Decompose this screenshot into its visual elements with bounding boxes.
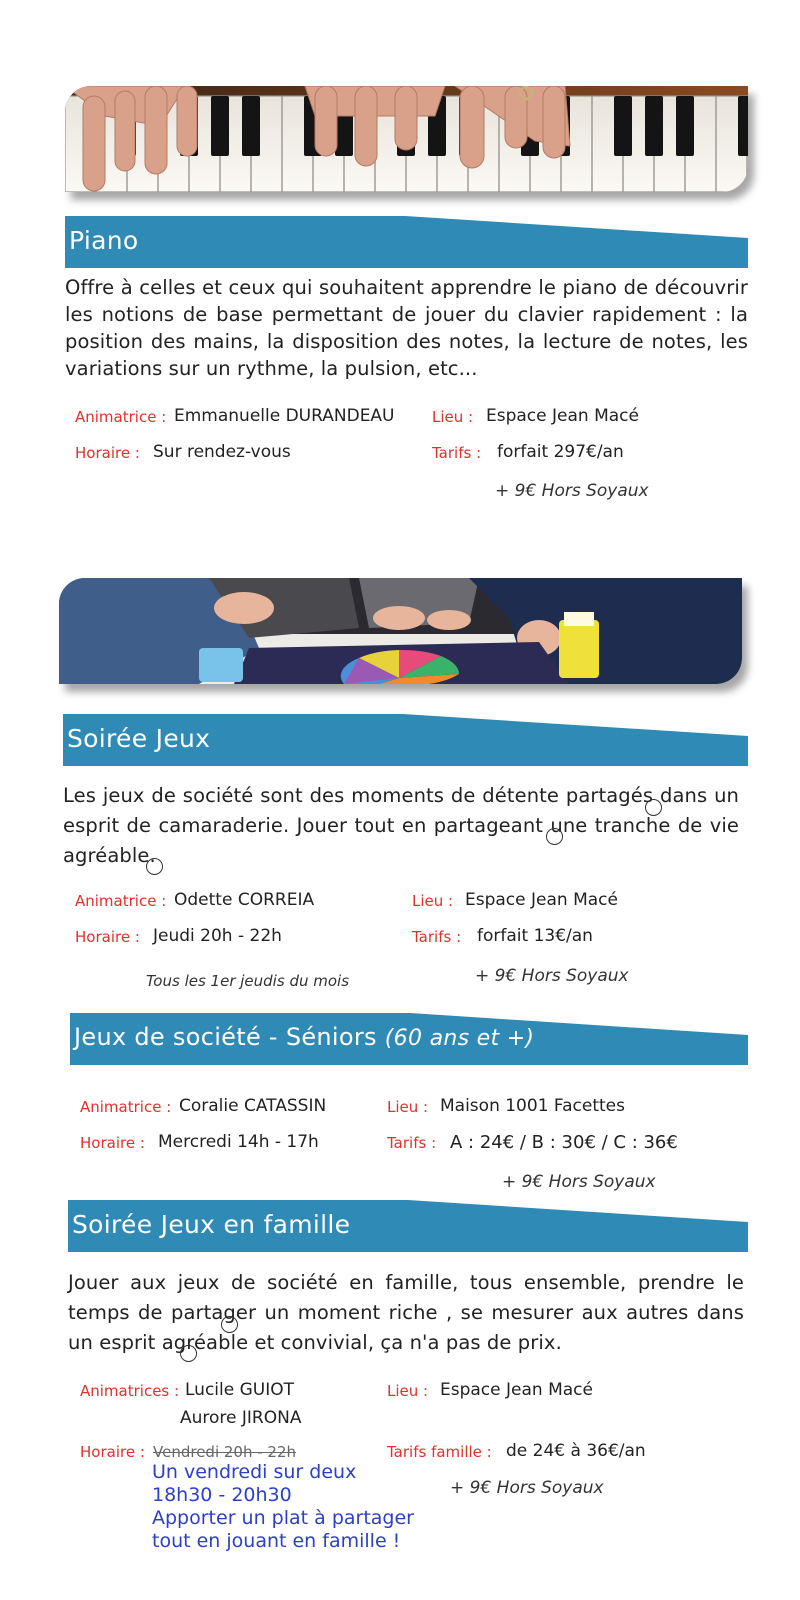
horaire-label: Horaire : [80, 1134, 145, 1152]
lieu-label: Lieu : [387, 1382, 429, 1400]
piano-header-bar [65, 216, 748, 268]
lieu-value: Espace Jean Macé [440, 1380, 593, 1400]
animatrice-name: Aurore JIRONA [180, 1408, 302, 1428]
soiree-jeux-header-bar [63, 714, 748, 766]
tarifs-label: Tarifs : [412, 928, 462, 946]
handwritten-line: Un vendredi sur deux [152, 1461, 357, 1483]
tarifs-label: Tarifs famille : [387, 1443, 492, 1461]
handwritten-note [152, 1461, 414, 1553]
piano-photo [65, 86, 748, 192]
handwritten-line: Apporter un plat à partager [152, 1507, 414, 1529]
famille-header-bar [68, 1200, 748, 1252]
black-key [738, 96, 748, 156]
animatrice-name: Lucile GUIOT [185, 1380, 294, 1400]
piano-description: Offre à celles et ceux qui souhaitent apprendre le piano de découvrir les notions de base permettant de jouer du clavier rapidement : la position des mains, la disposition des notes, la lecture de notes, les variations sur un rythme, la pulsion, etc... [65, 276, 748, 380]
lieu-label: Lieu : [412, 892, 454, 910]
tarifs-value: forfait 297€/an [497, 442, 624, 462]
animatrice-name: Odette CORREIA [174, 890, 315, 910]
animatrice-label: Animatrice : [75, 892, 167, 910]
tarifs-label: Tarifs : [432, 444, 482, 462]
animatrice-label: Animatrice : [80, 1098, 172, 1116]
tarifs-value: A : 24€ / B : 30€ / C : 36€ [450, 1132, 678, 1153]
hors-soyaux-note: + 9€ Hors Soyaux [450, 1478, 604, 1498]
hors-soyaux-note: + 9€ Hors Soyaux [502, 1172, 656, 1192]
board-game-photo [59, 578, 742, 684]
lieu-value: Espace Jean Macé [486, 406, 639, 426]
animatrice-name: Emmanuelle DURANDEAU [174, 406, 395, 426]
horaire-label: Horaire : [75, 928, 140, 946]
horaire-value: Jeudi 20h - 22h [153, 926, 282, 946]
section-title: Soirée Jeux [67, 724, 211, 753]
scan-circle-mark [146, 858, 163, 875]
horaire-struck-value: Vendredi 20h - 22h [153, 1443, 297, 1461]
tarifs-value: forfait 13€/an [477, 926, 593, 946]
black-key [211, 96, 229, 156]
animatrice-label: Animatrice : [75, 408, 167, 426]
horaire-label: Horaire : [80, 1443, 145, 1461]
lieu-label: Lieu : [432, 408, 474, 426]
black-key [645, 96, 663, 156]
black-key [614, 96, 632, 156]
horaire-value: Sur rendez-vous [153, 442, 291, 462]
black-key [242, 96, 260, 156]
famille-description: Jouer aux jeux de société en famille, tous ensemble, prendre le temps de partager un moment riche , se mesurer aux autres dans un esprit agréable et convivial, ça n'a pas de prix. [68, 1271, 744, 1354]
lieu-value: Maison 1001 Facettes [440, 1096, 625, 1116]
scan-circle-mark [221, 1316, 238, 1333]
hors-soyaux-note: + 9€ Hors Soyaux [475, 966, 629, 986]
scan-circle-mark [180, 1345, 197, 1362]
seniors-title: Jeux de société - Séniors [74, 1023, 377, 1051]
lieu-label: Lieu : [387, 1098, 429, 1116]
scan-circle-mark [645, 799, 662, 816]
scan-circle-mark [546, 828, 563, 845]
section-title: Soirée Jeux en famille [72, 1210, 351, 1239]
soiree-jeux-description: Les jeux de société sont des moments de détente partagés dans un esprit de camaraderie. Jouer tout en partageant une tranche de vie agréable. [63, 784, 739, 867]
animatrices-label: Animatrices : [80, 1382, 180, 1400]
handwritten-line: 18h30 - 20h30 [152, 1484, 292, 1506]
horaire-note: Tous les 1er jeudis du mois [146, 972, 350, 990]
section-title [74, 1023, 534, 1051]
bar-shape [65, 216, 748, 268]
tarifs-label: Tarifs : [387, 1134, 437, 1152]
black-key [676, 96, 694, 156]
handwritten-line: tout en jouant en famille ! [152, 1530, 401, 1552]
horaire-value: Mercredi 14h - 17h [158, 1132, 319, 1152]
section-title: Piano [69, 226, 139, 255]
animatrice-name: Coralie CATASSIN [179, 1096, 327, 1116]
hors-soyaux-note: + 9€ Hors Soyaux [495, 481, 649, 501]
horaire-label: Horaire : [75, 444, 140, 462]
seniors-header-bar [70, 1013, 748, 1065]
seniors-age-suffix: (60 ans et +) [384, 1026, 535, 1051]
lieu-value: Espace Jean Macé [465, 890, 618, 910]
tarifs-value: de 24€ à 36€/an [506, 1441, 646, 1461]
